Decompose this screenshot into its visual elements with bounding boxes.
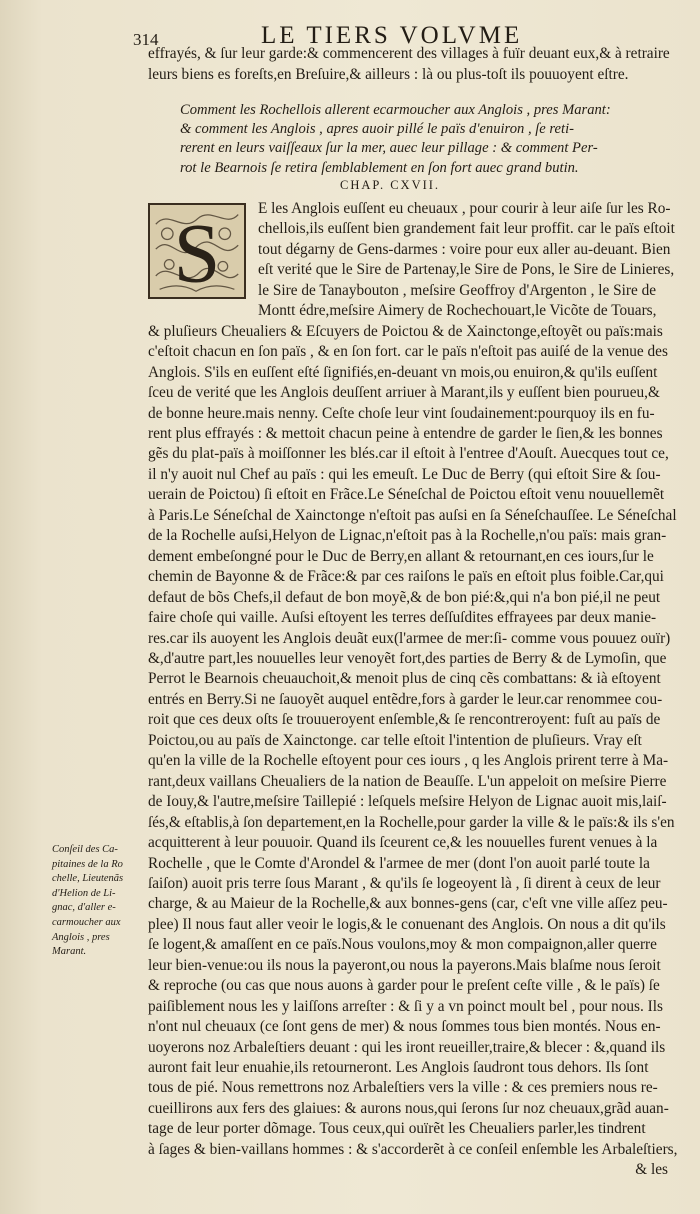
body-line: acquitterent à leur pouuoir. Quand ils ſceurent ce,& les nouuelles furent venues à la bbox=[148, 834, 658, 852]
body-line: leur bien-venue:ou ils nous la payeront,ou nous la payerons.Mais blaſme nous ſeroit bbox=[148, 956, 661, 974]
body-line: & reproche (ou cas que nous auons à garder pour le preſent ceſte ville , & le païs) ſe bbox=[148, 977, 660, 995]
body-line: uoyerons noz Arbaleſtiers deuant : qui les iront reueiller,traire,& blecer : &,quand ils bbox=[148, 1038, 666, 1056]
summary-line: rot le Bearnois ſe retira ſemblablement en ſon fort auec grand butin. bbox=[180, 159, 579, 176]
body-line: de la Rochelle auſsi,Helyon de Lignac,n'eſtoit pas à la Rochelle,n'ou païs: mais gran- bbox=[148, 527, 667, 545]
body-line: uerain de Poictou) ſi eſtoit en Frãce.Le Séneſchal de Poictou eſtoit venu nouuellemẽt bbox=[148, 486, 665, 504]
margin-note-line: Conſeil des Ca- bbox=[52, 844, 118, 855]
body-line: res.car ils auoyent les Anglois deuãt eux(l'armee de mer:ſi- comme vous pouuez ouïr) bbox=[148, 629, 671, 647]
chapter-body bbox=[148, 199, 678, 1181]
body-line: & pluſieurs Cheualiers & Eſcuyers de Poictou & de Xainctonge,eſtoyẽt ou païs:mais bbox=[148, 322, 663, 340]
body-line: tous de pié. Nous remettrons noz Arbaleſtiers vers la ville : & ces premiers nous re- bbox=[148, 1079, 658, 1097]
body-line: à ſages & bien-vaillans hommes : & s'accorderẽt à ce conſeil enſemble les Arbaleſtiers, bbox=[148, 1140, 678, 1158]
body-line: ſceu de verité que les Anglois deuſſent arriuer à Marant,ils y euſſent bien pourueu,& bbox=[148, 384, 660, 402]
body-line: Montt édre,meſsire Aimery de Rochechouart,le Vicõte de Touars, bbox=[258, 302, 657, 320]
summary-line: & comment les Anglois , apres auoir pillé le païs d'enuiron , ſe reti- bbox=[180, 121, 575, 138]
margin-note bbox=[52, 843, 152, 960]
body-line: E les Anglois euſſent eu cheuaux , pour courir à leur aiſe ſur les Ro- bbox=[258, 200, 671, 217]
body-line: Anglois. S'ils en euſſent eſté ſignifiés,en-deuant vn mois,ou enuiron,& qu'ils euſſent bbox=[148, 363, 658, 381]
summary-line: rerent en leurs vaiſſeaux ſur la mer, auec leur pillage : & comment Per- bbox=[180, 140, 598, 157]
body-line: c'eſtoit chacun en ſon païs , & en ſon fort. car le païs n'eſtoit pas auiſé de la venue des bbox=[148, 343, 668, 361]
body-line: eſt verité que le Sire de Partenay,le Sire de Pons, le Sire de Linieres, bbox=[258, 261, 675, 279]
dropcap-letter: S bbox=[173, 207, 221, 297]
body-line: charge, & au Maieur de la Rochelle,& aux bonnes-gens (car, c'eſt vne ville aſſez peu- bbox=[148, 895, 668, 913]
body-line: plee) Il nous faut aller veoir le logis,& le conuenant des Anglois. On nous a dit qu'ils bbox=[148, 915, 666, 933]
body-line: &,d'autre part,les nouuelles leur venoyẽt fort,des parties de Berry & de Lymoſin, que bbox=[148, 649, 667, 667]
body-line: Perrot le Bearnois cheuauchoit,& menoit plus de cinq cẽs combattans: & ià eſtoyent bbox=[148, 670, 661, 688]
body-line: ſés,& eſtablis,à ſon departement,en la Rochelle,pour garder la ville & le païs:& ils s'en bbox=[148, 813, 675, 831]
margin-note-line: chelle, Lieutenãs bbox=[52, 873, 124, 885]
body-line: roit que ces deux oſts ſe trouueroyent enſemble,& ſe rencontreroyent: fuſt au païs de bbox=[148, 711, 661, 729]
chapter-heading: CHAP. CXVII. bbox=[340, 178, 441, 192]
body-line: gẽs du plat-païs à moiſſonner les blés.car il eſtoit à l'entree d'Aouſt. Auecques tout ce, bbox=[148, 445, 669, 463]
margin-note-line: Anglois , pres bbox=[52, 931, 110, 943]
body-line: & les bbox=[635, 1161, 668, 1179]
body-line: à Paris.Le Séneſchal de Xainctonge n'eſtoit pas auſsi en ſa Séneſchauſſee. Le Séneſchal bbox=[148, 506, 677, 524]
body-line: de bonne heure.mais nenny. Ceſte choſe leur vint ſoudainement:pourquoy ils en fu- bbox=[148, 404, 655, 422]
body-line: rent plus effrayés : & mettoit chacun peine à entendre de garder le ſien,& les bonnes bbox=[148, 424, 663, 442]
opening-paragraph bbox=[148, 44, 668, 85]
body-line: cueillirons aux fers des glaiues: & aurons nous,qui ſerons ſur noz cheuaux,grãd auan- bbox=[148, 1099, 669, 1117]
body-line: chemin de Bayonne & de Frãce:& par ces raiſons le païs en eſtoit plus foible.Car,qui bbox=[148, 568, 664, 586]
body-line: tage de leur porter dõmage. Tous ceux,qui ouïrẽt les Cheualiers parler,les tindrent bbox=[148, 1120, 646, 1138]
body-line: qu'en la ville de la Rochelle eſtoyent pour ces iours , q les Anglois prirent terre à Ma- bbox=[148, 752, 669, 770]
margin-note-line: d'Helion de Li- bbox=[52, 887, 116, 899]
running-title: LE TIERS VOLVME bbox=[261, 22, 523, 49]
body-line: Poictou,ou au païs de Xainctonge. car telle eſtoit l'intention de pluſieurs. Vray eſt bbox=[148, 731, 642, 749]
body-line: dement embeſongné pour le Duc de Berry,en allant & retournant,en ces iours,ſur le bbox=[148, 547, 654, 565]
body-line: de Iouy,& l'autre,meſsire Taillepié : leſquels meſsire Helyon de Lignac auoit mis,laiſ- bbox=[148, 793, 667, 811]
margin-note-line: gnac, d'aller e- bbox=[52, 902, 116, 914]
margin-note-line: carmoucher aux bbox=[52, 916, 121, 928]
body-line: faire choſe qui vaille. Auſsi eſtoyent les terres deſſuſdites effrayees par deux manie- bbox=[148, 609, 657, 627]
body-line: defaut de bõs Chefs,il defaut de bon moyẽ,& de bon pié:&,qui n'a bon pié,il ne peut bbox=[148, 588, 661, 606]
margin-note-line: Marant. bbox=[52, 946, 87, 958]
body-line: chellois,ils euſſent bien grandement fait leur proffit. car le païs eſtoit bbox=[258, 220, 675, 238]
text-line: leurs biens es foreſts,en Breſuire,& ailleurs : là ou plus-toſt ils pouuoyent eſtre. bbox=[148, 65, 629, 83]
body-line: il n'y auoit nul Chef au païs : qui les emeuſt. Le Duc de Berry (qui eſtoit Sire & ſou- bbox=[148, 465, 661, 483]
margin-note-line: pitaines de la Ro bbox=[52, 858, 123, 870]
body-line: le Sire de Tanaybouton , meſsire Geoffroy d'Argenton , le Sire de bbox=[258, 281, 657, 299]
body-line: tout dégarny de Gens-darmes : voire pour eux aller au-deuant. Bien bbox=[258, 240, 671, 258]
page-number: 314 bbox=[133, 30, 159, 49]
chapter-summary bbox=[180, 101, 640, 178]
body-line: entrés en Berry.Si ne ſauoyẽt auquel entẽdre,fors à garder le leur.car renommee cou- bbox=[148, 690, 663, 708]
body-line: ſe logent,& amaſſent en ce païs.Nous voulons,moy & mon compaignon,aller querre bbox=[148, 936, 657, 954]
body-line: ſaiſon) auoit pris terre ſous Marant , & qu'ils ſe logeoyent là , ſi dirent à ceux de leur bbox=[148, 874, 661, 892]
body-line: auront fait leur enuahie,ils retourneront. Les Anglois ſaudront tous dehors. Ils ſont bbox=[148, 1059, 649, 1077]
text-line: effrayés, & ſur leur garde:& commencerent des villages à fuïr deuant eux,& à retraire bbox=[148, 45, 670, 62]
body-line: paiſiblement nous les y laiſſons arreſter : & ſi y a vn poinct moult bel , pour nous. Ils bbox=[148, 997, 663, 1015]
body-line: Rochelle , que le Comte d'Arondel & l'armee de mer (dont l'on auoit parlé toute la bbox=[148, 854, 650, 872]
body-line: n'ont nul cheuaux (ce ſont gens de mer) & nous ſommes tous bien montés. Nous en- bbox=[148, 1018, 661, 1036]
body-line: rant,deux vaillans Cheualiers de la nation de Beauſſe. L'un appeloit on meſsire Pierre bbox=[148, 772, 667, 790]
summary-line: Comment les Rochellois allerent ecarmoucher aux Anglois , pres Marant: bbox=[180, 102, 611, 118]
